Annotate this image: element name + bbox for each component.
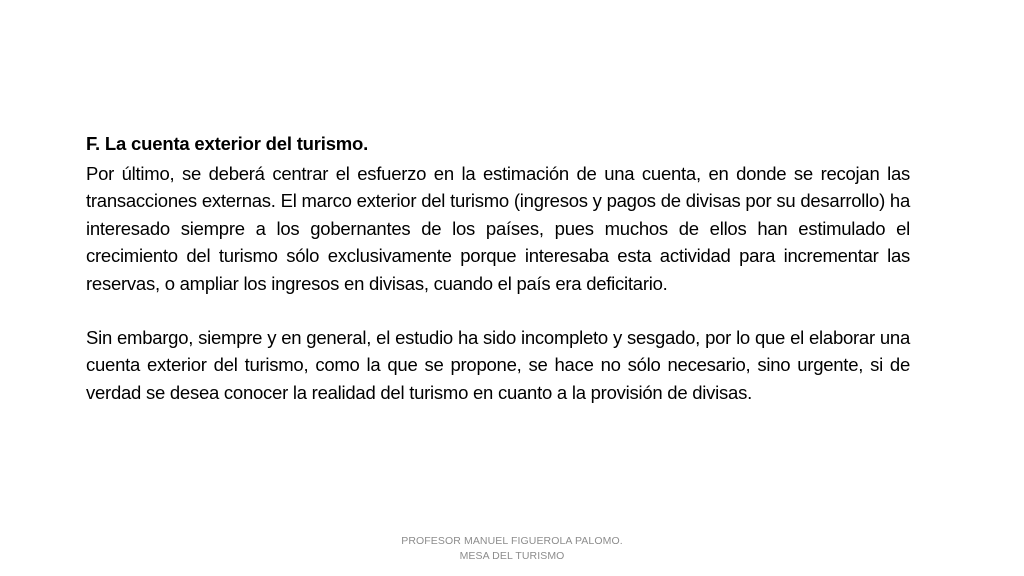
paragraph-1: Por último, se deberá centrar el esfuerzo en la estimación de una cuenta, en donde se recojan las transacciones externas. El marco exterior del turismo (ingresos y pagos de divisas por su desarrollo) ha interesado siempre a los gobernantes de los países, pues muchos de ellos han estimulado el crecimiento del turismo sólo exclusivamente porque interesaba esta actividad para incrementar las reservas, o ampliar los ingresos en divisas, cuando el país era deficitario.	[86, 163, 910, 294]
slide-footer	[312, 534, 712, 564]
footer-organization: MESA DEL TURISMO	[459, 550, 565, 562]
footer-author: PROFESOR MANUEL FIGUEROLA PALOMO.	[401, 535, 623, 547]
section-heading: F. La cuenta exterior del turismo.	[86, 133, 369, 154]
paragraph-2: Sin embargo, siempre y en general, el estudio ha sido incompleto y sesgado, por lo que el elaborar una cuenta exterior del turismo, como la que se propone, se hace no sólo necesario, sino urgente, si de verdad se desea conocer la realidad del turismo en cuanto a la provisión de divisas.	[86, 327, 910, 403]
slide-content	[86, 131, 910, 406]
